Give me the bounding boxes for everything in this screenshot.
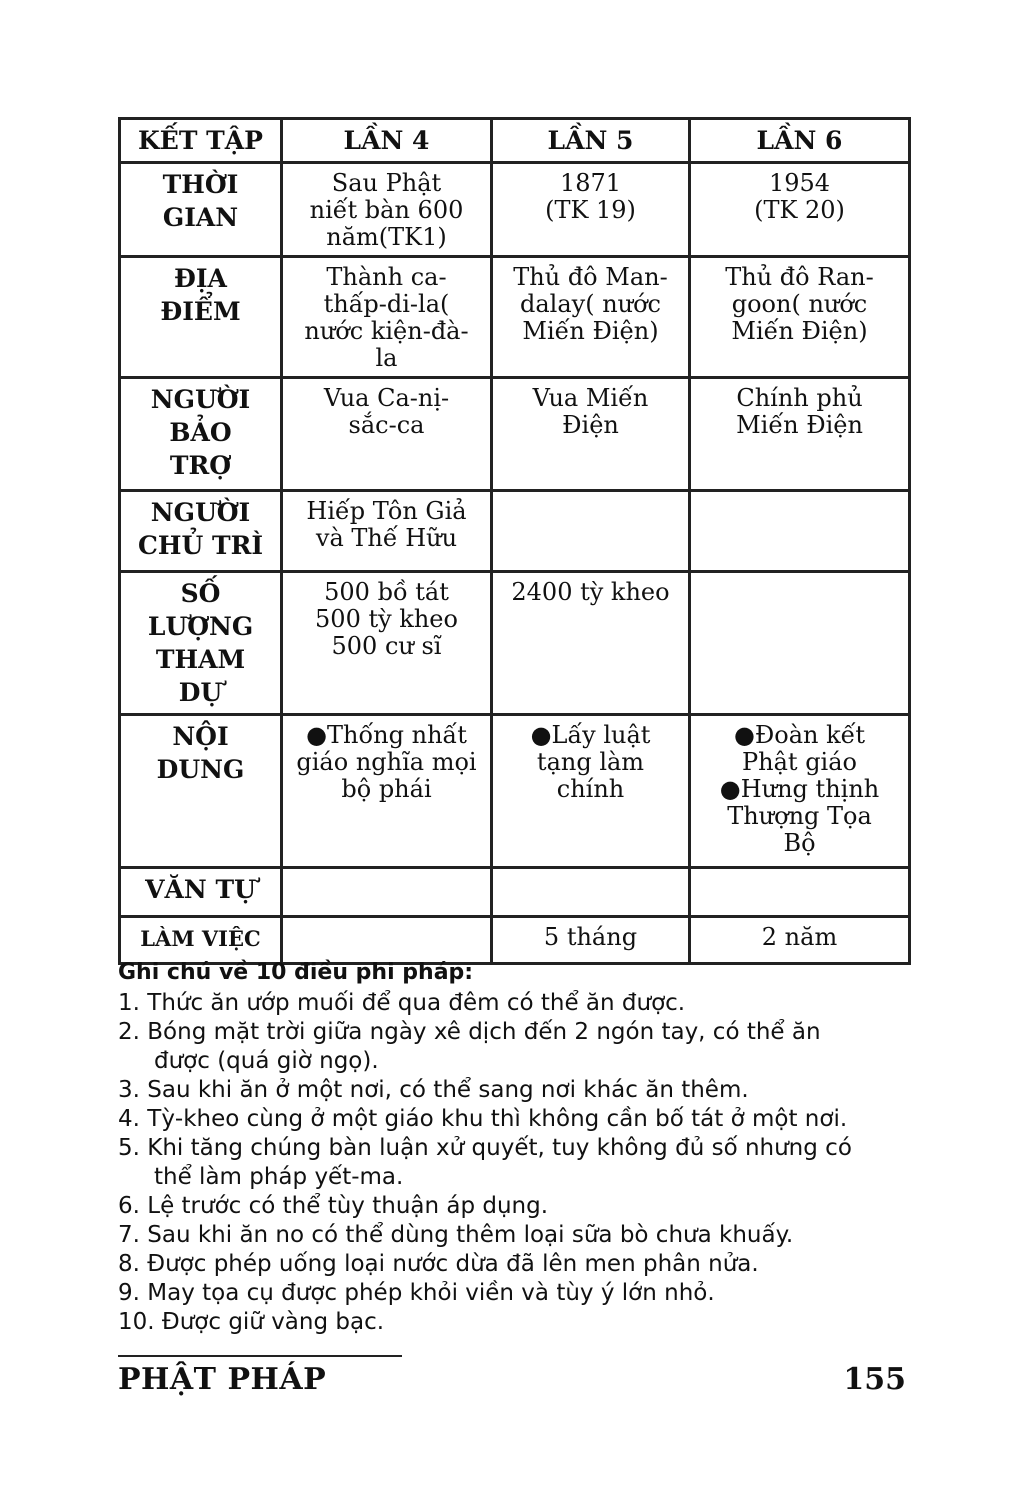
table-cell	[690, 491, 910, 572]
item-number: 1.	[118, 990, 140, 1016]
table-row	[120, 715, 910, 868]
table-cell: 2 năm	[690, 917, 910, 964]
item-text: May tọa cụ được phép khỏi viền và tùy ý lớn nhỏ.	[147, 1280, 715, 1306]
list-item	[118, 1250, 908, 1279]
table-cell: Thủ đô Ran- goon( nước Miến Điện)	[690, 257, 910, 378]
item-number: 7.	[118, 1222, 140, 1248]
table-cell: 500 bồ tát 500 tỳ kheo 500 cư sĩ	[282, 572, 492, 715]
item-number: 6.	[118, 1193, 140, 1219]
notes-title: Ghi chú về 10 điều phi pháp:	[118, 960, 474, 985]
item-text: Được phép uống loại nước dừa đã lên men phân nửa.	[147, 1251, 759, 1277]
table-cell: Thành ca- thấp-di-la( nước kiện-đà- la	[282, 257, 492, 378]
footer-divider	[118, 1355, 402, 1357]
row-label-van-tu: VĂN TỰ	[120, 868, 282, 917]
header-lan-4: LẦN 4	[282, 119, 492, 163]
row-label-dia-diem: ĐỊA ĐIỂM	[120, 257, 282, 378]
item-continuation: được (quá giờ ngọ).	[154, 1048, 379, 1074]
item-text: Sau khi ăn ở một nơi, có thể sang nơi khác ăn thêm.	[147, 1077, 749, 1103]
item-number: 9.	[118, 1280, 140, 1306]
list-item	[118, 1221, 908, 1250]
item-text: Bóng mặt trời giữa ngày xê dịch đến 2 ngón tay, có thể ăn	[147, 1019, 821, 1045]
page-number: 155	[843, 1362, 906, 1397]
row-label-thoi-gian: THỜI GIAN	[120, 163, 282, 257]
item-continuation: thể làm pháp yết-ma.	[154, 1164, 404, 1190]
item-text: Lệ trước có thể tùy thuận áp dụng.	[147, 1193, 549, 1219]
item-text: Tỳ-kheo cùng ở một giáo khu thì không cần bố tát ở một nơi.	[147, 1106, 848, 1132]
row-label-nguoi-bao-tro: NGƯỜI BẢO TRỢ	[120, 378, 282, 491]
notes-section	[118, 958, 908, 1337]
table-cell: 1954 (TK 20)	[690, 163, 910, 257]
table-row	[120, 491, 910, 572]
list-item	[118, 1105, 908, 1134]
list-item	[118, 1134, 908, 1192]
table-row	[120, 572, 910, 715]
running-footer-title: PHẬT PHÁP	[118, 1362, 327, 1397]
table-cell	[492, 491, 690, 572]
item-text: Được giữ vàng bạc.	[161, 1309, 385, 1335]
council-table	[118, 117, 911, 965]
item-text: Khi tăng chúng bàn luận xử quyết, tuy không đủ số nhưng có	[147, 1135, 852, 1161]
notes-list	[118, 989, 908, 1337]
table-cell: Hiếp Tôn Giả và Thế Hữu	[282, 491, 492, 572]
header-lan-6: LẦN 6	[690, 119, 910, 163]
header-lan-5: LẦN 5	[492, 119, 690, 163]
list-item	[118, 1018, 908, 1076]
table-cell	[690, 868, 910, 917]
list-item	[118, 1279, 908, 1308]
item-number: 10.	[118, 1309, 155, 1335]
list-item	[118, 1192, 908, 1221]
table-row	[120, 917, 910, 964]
table-row	[120, 868, 910, 917]
table-cell: 5 tháng	[492, 917, 690, 964]
table-cell: ●Thống nhất giáo nghĩa mọi bộ phái	[282, 715, 492, 868]
table-row	[120, 163, 910, 257]
table-row	[120, 378, 910, 491]
table-cell	[282, 868, 492, 917]
row-label-noi-dung: NỘI DUNG	[120, 715, 282, 868]
item-text: Thức ăn ướp muối để qua đêm có thể ăn được.	[147, 990, 686, 1016]
table-cell: 2400 tỳ kheo	[492, 572, 690, 715]
table-cell: ●Lấy luật tạng làm chính	[492, 715, 690, 868]
header-ket-tap: KẾT TẬP	[120, 119, 282, 163]
list-item	[118, 1076, 908, 1105]
item-number: 8.	[118, 1251, 140, 1277]
item-number: 5.	[118, 1135, 140, 1161]
list-item	[118, 1308, 908, 1337]
table-cell	[282, 917, 492, 964]
list-item	[118, 989, 908, 1018]
table-cell: Chính phủ Miến Điện	[690, 378, 910, 491]
table-header-row	[120, 119, 910, 163]
table-cell	[492, 868, 690, 917]
row-label-so-luong: SỐ LƯỢNG THAM DỰ	[120, 572, 282, 715]
item-number: 2.	[118, 1019, 140, 1045]
item-text: Sau khi ăn no có thể dùng thêm loại sữa bò chưa khuấy.	[147, 1222, 794, 1248]
item-number: 4.	[118, 1106, 140, 1132]
table-row	[120, 257, 910, 378]
table-cell: Thủ đô Man- dalay( nước Miến Điện)	[492, 257, 690, 378]
table-cell	[690, 572, 910, 715]
item-number: 3.	[118, 1077, 140, 1103]
table-cell: Sau Phật niết bàn 600 năm(TK1)	[282, 163, 492, 257]
table-cell: ●Đoàn kết Phật giáo ●Hưng thịnh Thượng Tọa Bộ	[690, 715, 910, 868]
table-cell: Vua Miến Điện	[492, 378, 690, 491]
table-cell: Vua Ca-nị- sắc-ca	[282, 378, 492, 491]
row-label-lam-viec: LÀM VIỆC	[120, 917, 282, 964]
table-cell: 1871 (TK 19)	[492, 163, 690, 257]
row-label-nguoi-chu-tri: NGƯỜI CHỦ TRÌ	[120, 491, 282, 572]
